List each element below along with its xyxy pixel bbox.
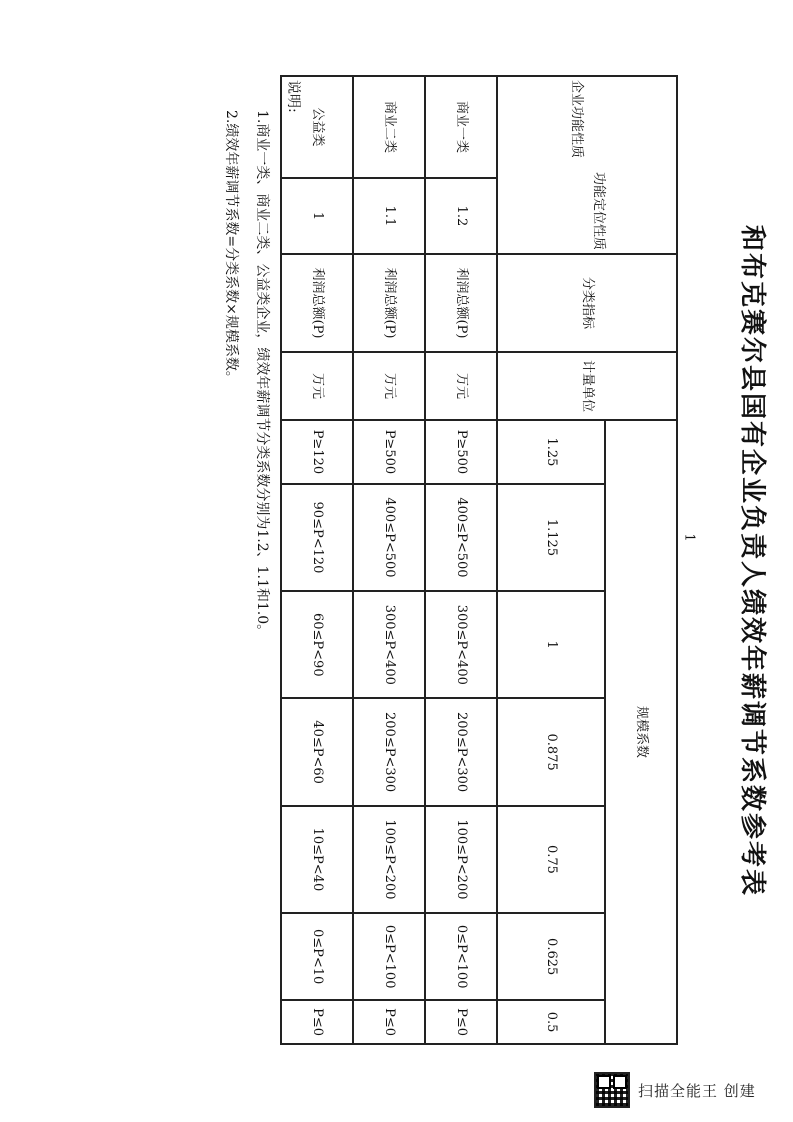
range-cell: 40≤P<60 [281,698,353,805]
scale-coef-cell: 0.5 [497,1000,605,1044]
range-cell: 300≤P<400 [353,591,425,698]
range-cell: 60≤P<90 [281,591,353,698]
range-cell: 0≤P<10 [281,913,353,1000]
page-number: 1 [681,533,697,542]
category-cell: 公益类 [281,76,353,178]
range-cell: 0≤P<100 [425,913,497,1000]
unit-cell: 万元 [425,352,497,420]
indicator-cell: 利润总额(P) [353,254,425,352]
range-cell: 10≤P<40 [281,806,353,913]
corner-header-cell [497,76,677,254]
table-row [353,76,425,1044]
note-item: 2.绩效年薪调节系数=分类系数×规模系数。 [223,110,240,385]
range-cell: 200≤P<300 [425,698,497,805]
header-classification: 分类指标 [497,254,677,352]
range-cell: 300≤P<400 [425,591,497,698]
scale-coef-cell: 1.25 [497,420,605,484]
notes-section [216,80,308,638]
scale-coef-cell: 0.75 [497,806,605,913]
header-unit: 计量单位 [497,352,677,420]
scanner-watermark [594,1070,784,1110]
unit-cell: 万元 [353,352,425,420]
category-cell: 商业一类 [425,76,497,178]
coefficient-table [280,75,678,1045]
range-cell: 90≤P<120 [281,484,353,591]
range-cell: 100≤P<200 [425,806,497,913]
range-cell: P≥120 [281,420,353,484]
corner-top-right-label: 功能定位性质 [591,171,607,250]
scale-coef-cell: 0.875 [497,698,605,805]
category-cell: 商业二类 [353,76,425,178]
function-coef-cell: 1.2 [425,178,497,254]
function-coef-cell: 1.1 [353,178,425,254]
notes-heading: 说明: [285,80,301,113]
range-cell: P≤0 [353,1000,425,1044]
range-cell: P≤0 [281,1000,353,1044]
scale-coef-cell: 0.625 [497,913,605,1000]
function-coef-cell: 1 [281,178,353,254]
range-cell: 200≤P<300 [353,698,425,805]
unit-cell: 万元 [281,352,353,420]
range-cell: 400≤P<500 [425,484,497,591]
document-title: 和布克赛尔县国有企业负责人绩效年薪调节系数参考表 [737,224,767,897]
qr-code-icon [594,1072,630,1108]
rotated-document [33,0,793,1122]
indicator-cell: 利润总额(P) [425,254,497,352]
range-cell: P≥500 [425,420,497,484]
range-cell: P≤0 [425,1000,497,1044]
range-cell: 400≤P<500 [353,484,425,591]
range-cell: 100≤P<200 [353,806,425,913]
corner-bottom-left-label: 企业功能性质 [569,80,584,159]
indicator-cell: 利润总额(P) [281,254,353,352]
watermark-text: 扫描全能王 创建 [638,1081,756,1100]
range-cell: P≥500 [353,420,425,484]
header-scale: 规模系数 [605,420,677,1044]
table-row [425,76,497,1044]
note-item: 1.商业一类、商业二类、公益类企业，绩效年薪调节分类系数分别为1.2、1.1和1.0。 [254,110,271,639]
scale-coef-cell: 1 [497,591,605,698]
scale-coef-cell: 1.125 [497,484,605,591]
range-cell: 0≤P<100 [353,913,425,1000]
